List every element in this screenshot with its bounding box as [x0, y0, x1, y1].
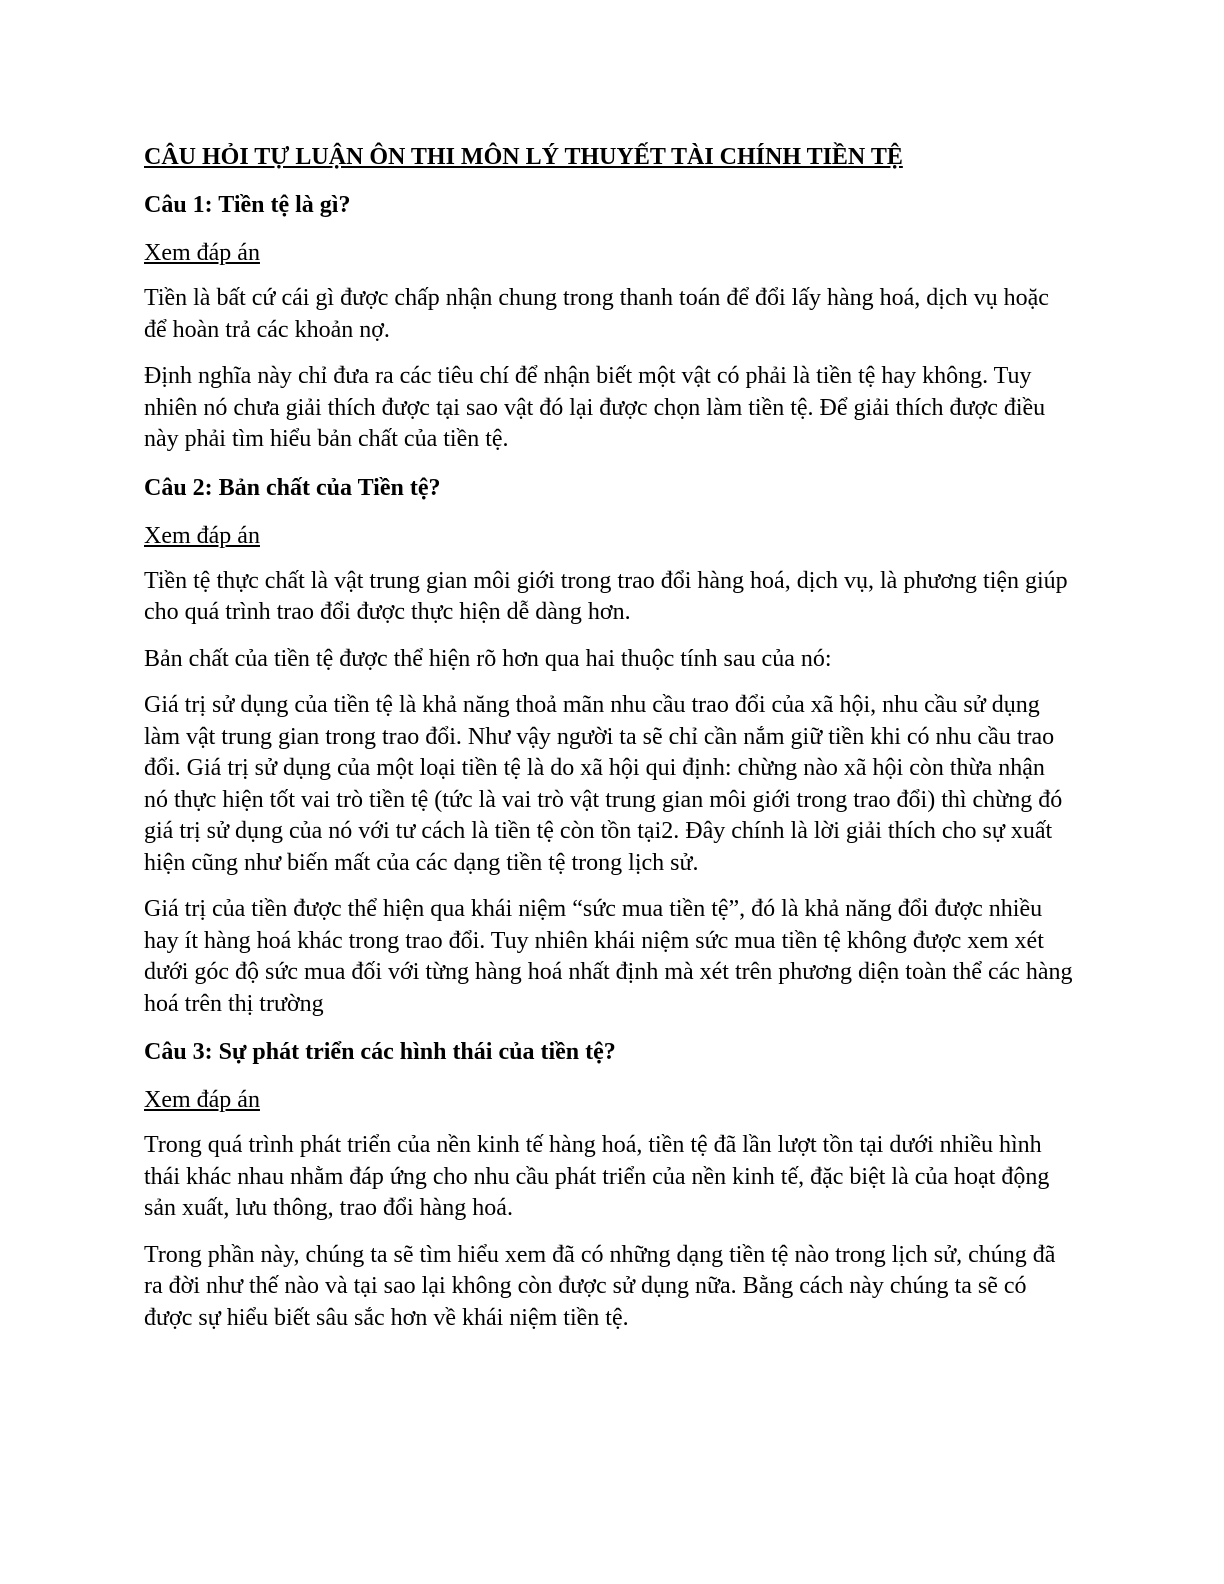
question-heading: Câu 3: Sự phát triển các hình thái của tiền tệ?	[144, 1039, 616, 1065]
question-section-3	[144, 1035, 1074, 1334]
answer-paragraph: Trong quá trình phát triển của nền kinh tế hàng hoá, tiền tệ đã lần lượt tồn tại dưới nhiều hình thái khác nhau nhằm đáp ứng cho nhu cầu phát triển của nền kinh tế, đặc biệt là của hoạt động sản xuất, lưu thông, trao đổi hàng hoá.	[144, 1132, 1050, 1221]
view-answer-link[interactable]: Xem đáp án	[144, 1087, 260, 1113]
document-page	[144, 140, 1074, 1349]
answer-paragraph: Tiền là bất cứ cái gì được chấp nhận chung trong thanh toán để đổi lấy hàng hoá, dịch vụ hoặc để hoàn trả các khoản nợ.	[144, 285, 1049, 343]
answer-paragraph: Định nghĩa này chỉ đưa ra các tiêu chí để nhận biết một vật có phải là tiền tệ hay không. Tuy nhiên nó chưa giải thích được tại sao vật đó lại được chọn làm tiền tệ. Để giải thích được điều này phải tìm hiểu bản chất của tiền tệ.	[144, 363, 1046, 452]
question-heading: Câu 1: Tiền tệ là gì?	[144, 192, 351, 218]
question-heading: Câu 2: Bản chất của Tiền tệ?	[144, 474, 441, 501]
question-section-1	[144, 188, 1074, 456]
document-title: CÂU HỎI TỰ LUẬN ÔN THI MÔN LÝ THUYẾT TÀI CHÍNH TIỀN TỆ	[144, 144, 903, 170]
answer-paragraph: Giá trị sử dụng của tiền tệ là khả năng thoả mãn nhu cầu trao đổi của xã hội, nhu cầu sử dụng làm vật trung gian trong trao đổi. Như vậy người ta sẽ chỉ cần nắm giữ tiền khi có nhu cầu trao đổi. Giá trị sử dụng của một loại tiền tệ là do xã hội qui định: chừng nào xã hội còn thừa nhận nó thực hiện tốt vai trò tiền tệ (tức là vai trò vật trung gian môi giới trong trao đổi) thì chừng đó giá trị sử dụng của nó với tư cách là tiền tệ còn tồn tại2. Đây chính là lời giải thích cho sự xuất hiện cũng như biến mất của các dạng tiền tệ trong lịch sử.	[144, 692, 1063, 876]
question-section-2	[144, 471, 1074, 1021]
answer-paragraph: Giá trị của tiền được thể hiện qua khái niệm “sức mua tiền tệ”, đó là khả năng đổi được nhiều hay ít hàng hoá khác trong trao đổi. Tuy nhiên khái niệm sức mua tiền tệ không được xem xét dưới góc độ sức mua đối với từng hàng hoá nhất định mà xét trên phương diện toàn thể các hàng hoá trên thị trường	[144, 896, 1073, 1017]
view-answer-link[interactable]: Xem đáp án	[144, 240, 260, 266]
answer-paragraph: Bản chất của tiền tệ được thể hiện rõ hơn qua hai thuộc tính sau của nó:	[144, 645, 832, 672]
view-answer-link[interactable]: Xem đáp án	[144, 522, 260, 549]
answer-paragraph: Trong phần này, chúng ta sẽ tìm hiểu xem đã có những dạng tiền tệ nào trong lịch sử, chúng đã ra đời như thế nào và tại sao lại không còn được sử dụng nữa. Bằng cách này chúng ta sẽ có được sự hiểu biết sâu sắc hơn về khái niệm tiền tệ.	[144, 1241, 1056, 1331]
answer-paragraph: Tiền tệ thực chất là vật trung gian môi giới trong trao đổi hàng hoá, dịch vụ, là phương tiện giúp cho quá trình trao đổi được thực hiện dễ dàng hơn.	[144, 567, 1068, 625]
